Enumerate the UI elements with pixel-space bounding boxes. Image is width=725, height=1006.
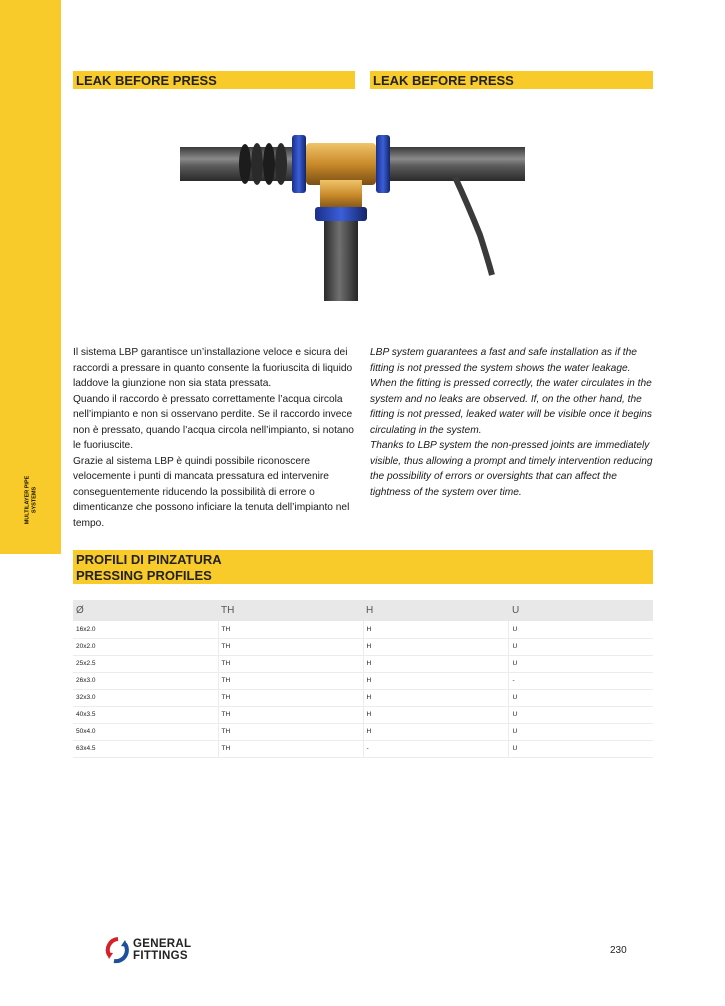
page-number: 230 (610, 945, 627, 956)
table-cell: H (363, 723, 508, 740)
table-cell: U (508, 740, 653, 757)
table-cell: U (508, 689, 653, 706)
table-cell: TH (218, 689, 363, 706)
table-cell: U (508, 621, 653, 638)
table-cell: U (508, 655, 653, 672)
table-cell: U (508, 638, 653, 655)
pressing-profiles-table (73, 600, 653, 758)
body-text-it (73, 345, 357, 531)
table-cell: 63x4.5 (73, 740, 218, 757)
table-row (73, 655, 653, 672)
table-cell: 40x3.5 (73, 706, 218, 723)
column-header-diameter: Ø (73, 600, 218, 621)
table-cell: U (508, 706, 653, 723)
table-cell: H (363, 672, 508, 689)
table-row (73, 638, 653, 655)
table-cell: H (363, 621, 508, 638)
table-cell: TH (218, 621, 363, 638)
section-title-it: LEAK BEFORE PRESS (73, 71, 355, 89)
table-cell: TH (218, 672, 363, 689)
table-cell: 26x3.0 (73, 672, 218, 689)
table-cell: U (508, 723, 653, 740)
brass-tee-branch (320, 180, 362, 210)
table-row (73, 723, 653, 740)
table-cell: TH (218, 638, 363, 655)
bottom-pipe (324, 221, 358, 301)
sidebar-strip (0, 0, 61, 554)
table-cell: 16x2.0 (73, 621, 218, 638)
section-title-en: LEAK BEFORE PRESS (370, 71, 653, 89)
table-cell: H (363, 638, 508, 655)
left-press-sleeve (292, 135, 306, 193)
profiles-title (73, 550, 653, 584)
table-cell: 32x3.0 (73, 689, 218, 706)
table-cell: 25x2.5 (73, 655, 218, 672)
logo-line2: FITTINGS (133, 949, 188, 962)
column-header-h: H (363, 600, 508, 621)
table-cell: TH (218, 740, 363, 757)
table-row (73, 740, 653, 757)
paragraph: LBP system guarantees a fast and safe installation as if the fitting is not pressed the system shows the water leakage. (370, 347, 637, 374)
paragraph: Quando il raccordo è pressato correttamente l’acqua circola nell’impianto e non si osservano perdite. Se il raccordo invece non è pressato, quando l’acqua circola nell’impianto, si notano le fuoriuscite. (73, 393, 354, 451)
table-row (73, 689, 653, 706)
table-cell: - (508, 672, 653, 689)
paragraph: Thanks to LBP system the non-pressed joints are immediately visible, thus allowing a prompt and timely intervention reducing the possibility of errors or oversights that can affect the tightness of the system over time. (370, 440, 653, 498)
table-cell: 50x4.0 (73, 723, 218, 740)
sidebar-label-line1: MULTILAYER PIPE (24, 475, 31, 525)
table-cell: TH (218, 706, 363, 723)
table-row (73, 621, 653, 638)
table-cell: - (363, 740, 508, 757)
paragraph: Grazie al sistema LBP è quindi possibile riconoscere velocemente i punti di mancata pressatura ed intervenire conseguentemente riducendo la possibilità di errore o dimenticanze che possono inficiare la tenuta dell’impianto nel tempo. (73, 455, 350, 529)
brass-tee-body (306, 143, 376, 185)
table-cell: TH (218, 655, 363, 672)
logo-line1: GENERAL (133, 938, 192, 950)
table-cell: H (363, 689, 508, 706)
table-cell: 20x2.0 (73, 638, 218, 655)
tee-fitting-photo (150, 125, 550, 305)
table-cell: H (363, 706, 508, 723)
water-leak-stream (455, 177, 492, 275)
profiles-title-it: PROFILI DI PINZATURA (76, 552, 222, 567)
right-press-sleeve (376, 135, 390, 193)
profiles-title-en: PRESSING PROFILES (76, 568, 212, 583)
table-cell: H (363, 655, 508, 672)
table-row (73, 672, 653, 689)
column-header-u: U (508, 600, 653, 621)
column-header-th: TH (218, 600, 363, 621)
table-header-row (73, 600, 653, 621)
logo-wordmark (133, 939, 191, 962)
table-cell: TH (218, 723, 363, 740)
paragraph: Il sistema LBP garantisce un’installazione veloce e sicura dei raccordi a pressare in quanto consente la fuoriuscita di liquido laddove la giunzione non sia stata pressata. (73, 347, 353, 389)
sidebar-label-line2: SYSTEMS (31, 486, 37, 514)
paragraph: When the fitting is pressed correctly, the water circulates in the system and no leaks are observed. If, on the other hand, the fitting is not pressed, leaked water will be visible once it begins circulating in the system. (370, 378, 653, 436)
table-row (73, 706, 653, 723)
body-text-en (370, 345, 658, 500)
sidebar-section-label (25, 476, 38, 525)
bottom-press-sleeve (315, 207, 367, 221)
